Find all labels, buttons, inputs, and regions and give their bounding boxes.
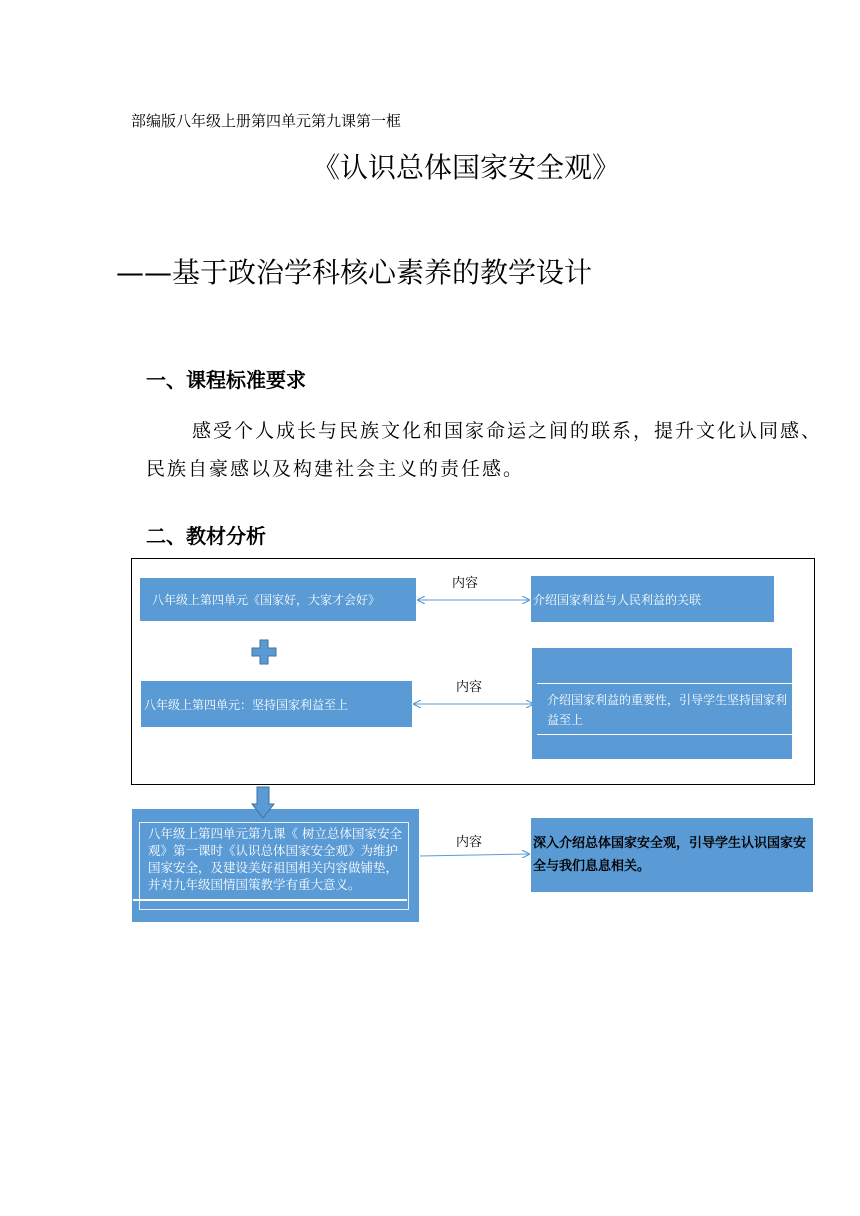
unit-content-box: 介绍国家利益与人民利益的关联 — [531, 576, 774, 622]
lesson9-divider — [133, 899, 407, 901]
content-label-1: 内容 — [452, 576, 479, 591]
arrow-3 — [420, 854, 529, 856]
unit-title-box: 八年级上第四单元《国家好，大家才会好》 — [140, 578, 416, 621]
lesson9-content-box: 深入介绍总体国家安全观，引导学生认识国家安全与我们息息相关。 — [531, 818, 813, 892]
standards-paragraph: 感受个人成长与民族文化和国家命运之间的联系，提升文化认同感、民族自豪感以及构建社会主义的责任感。 — [146, 420, 823, 480]
lesson9-title-box: 八年级上第四单元第九课《 树立总体国家安全观》第一课时《认识总体国家安全观》为维护国家安全，及建设美好祖国相关内容做铺垫，并对九年级国情国策教学有重大意义。 — [139, 822, 409, 910]
section-heading-textbook-analysis: 二、教材分析 — [146, 524, 266, 548]
content-label-2: 内容 — [456, 680, 483, 695]
section-heading-standards: 一、课程标准要求 — [146, 368, 306, 392]
edition-line: 部编版八年级上册第四单元第九课第一框 — [131, 112, 402, 130]
page-subtitle: ——基于政治学科核心素养的教学设计 — [116, 256, 593, 289]
page-title: 《认识总体国家安全观》 — [312, 151, 621, 184]
lesson8-title-box: 八年级上第四单元：坚持国家利益至上 — [141, 681, 412, 727]
lesson8-content-box: 介绍国家利益的重要性，引导学生坚持国家利益至上 — [537, 683, 792, 735]
content-label-3: 内容 — [456, 835, 483, 850]
